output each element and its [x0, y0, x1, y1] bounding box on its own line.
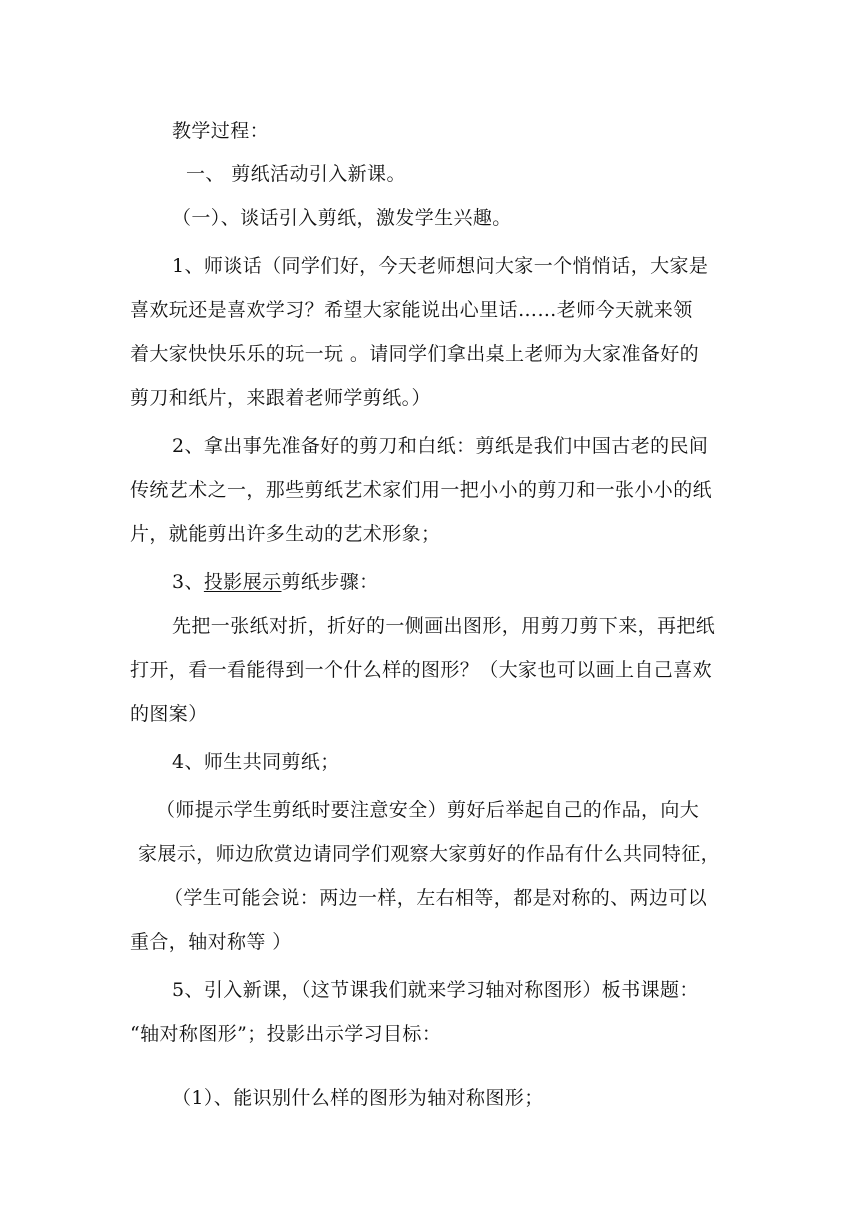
paragraph-line: “轴对称图形”；投影出示学习目标：	[130, 1023, 442, 1045]
objective-line: （1）、能识别什么样的图形为轴对称图形；	[172, 1087, 544, 1109]
paragraph-line: 打开，看一看能得到一个什么样的图形？（大家也可以画上自己喜欢	[130, 659, 713, 681]
paragraph-line: 1、师谈话（同学们好，今天老师想问大家一个悄悄话，大家是	[172, 255, 709, 277]
paragraph-line: 5、引入新课，（这节课我们就来学习轴对称图形）板书课题：	[172, 979, 699, 1001]
subsection-title: （一）、谈话引入剪纸，激发学生兴趣。	[172, 207, 512, 229]
paragraph-line: 4、师生共同剪纸；	[172, 751, 340, 773]
paragraph-line: 片，就能剪出许多生动的艺术形象；	[130, 523, 441, 545]
section-title: 一、 剪纸活动引入新课。	[186, 163, 406, 185]
paragraph-line: （师提示学生剪纸时要注意安全）剪好后举起自己的作品，向大	[156, 799, 700, 821]
paragraph-line: 家展示，师边欣赏边请同学们观察大家剪好的作品有什么共同特征，	[138, 843, 721, 865]
paragraph-line: 先把一张纸对折，折好的一侧画出图形，用剪刀剪下来，再把纸	[172, 615, 716, 637]
underlined-term: 投影展示	[203, 571, 282, 593]
paragraph-line: （学生可能会说：两边一样，左右相等，都是对称的、两边可以	[164, 887, 708, 909]
paragraph-line: 剪刀和纸片，来跟着老师学剪纸。）	[130, 387, 431, 409]
paragraph-line: 喜欢玩还是喜欢学习？希望大家能说出心里话……老师今天就来领	[130, 299, 693, 321]
paragraph-line: 着大家快快乐乐的玩一玩 。请同学们拿出桌上老师为大家准备好的	[130, 343, 700, 365]
paragraph-line: 重合，轴对称等 ）	[130, 931, 292, 953]
heading: 教学过程：	[172, 120, 270, 142]
paragraph-line: 传统艺术之一，那些剪纸艺术家们用一把小小的剪刀和一张小小的纸	[130, 479, 713, 501]
step-prefix: 3、	[172, 571, 204, 593]
paragraph-line: 的图案）	[130, 703, 208, 725]
paragraph-line: 2、拿出事先准备好的剪刀和白纸：剪纸是我们中国古老的民间	[172, 435, 709, 457]
step-suffix: 剪纸步骤：	[281, 571, 379, 593]
step-heading	[172, 569, 379, 595]
